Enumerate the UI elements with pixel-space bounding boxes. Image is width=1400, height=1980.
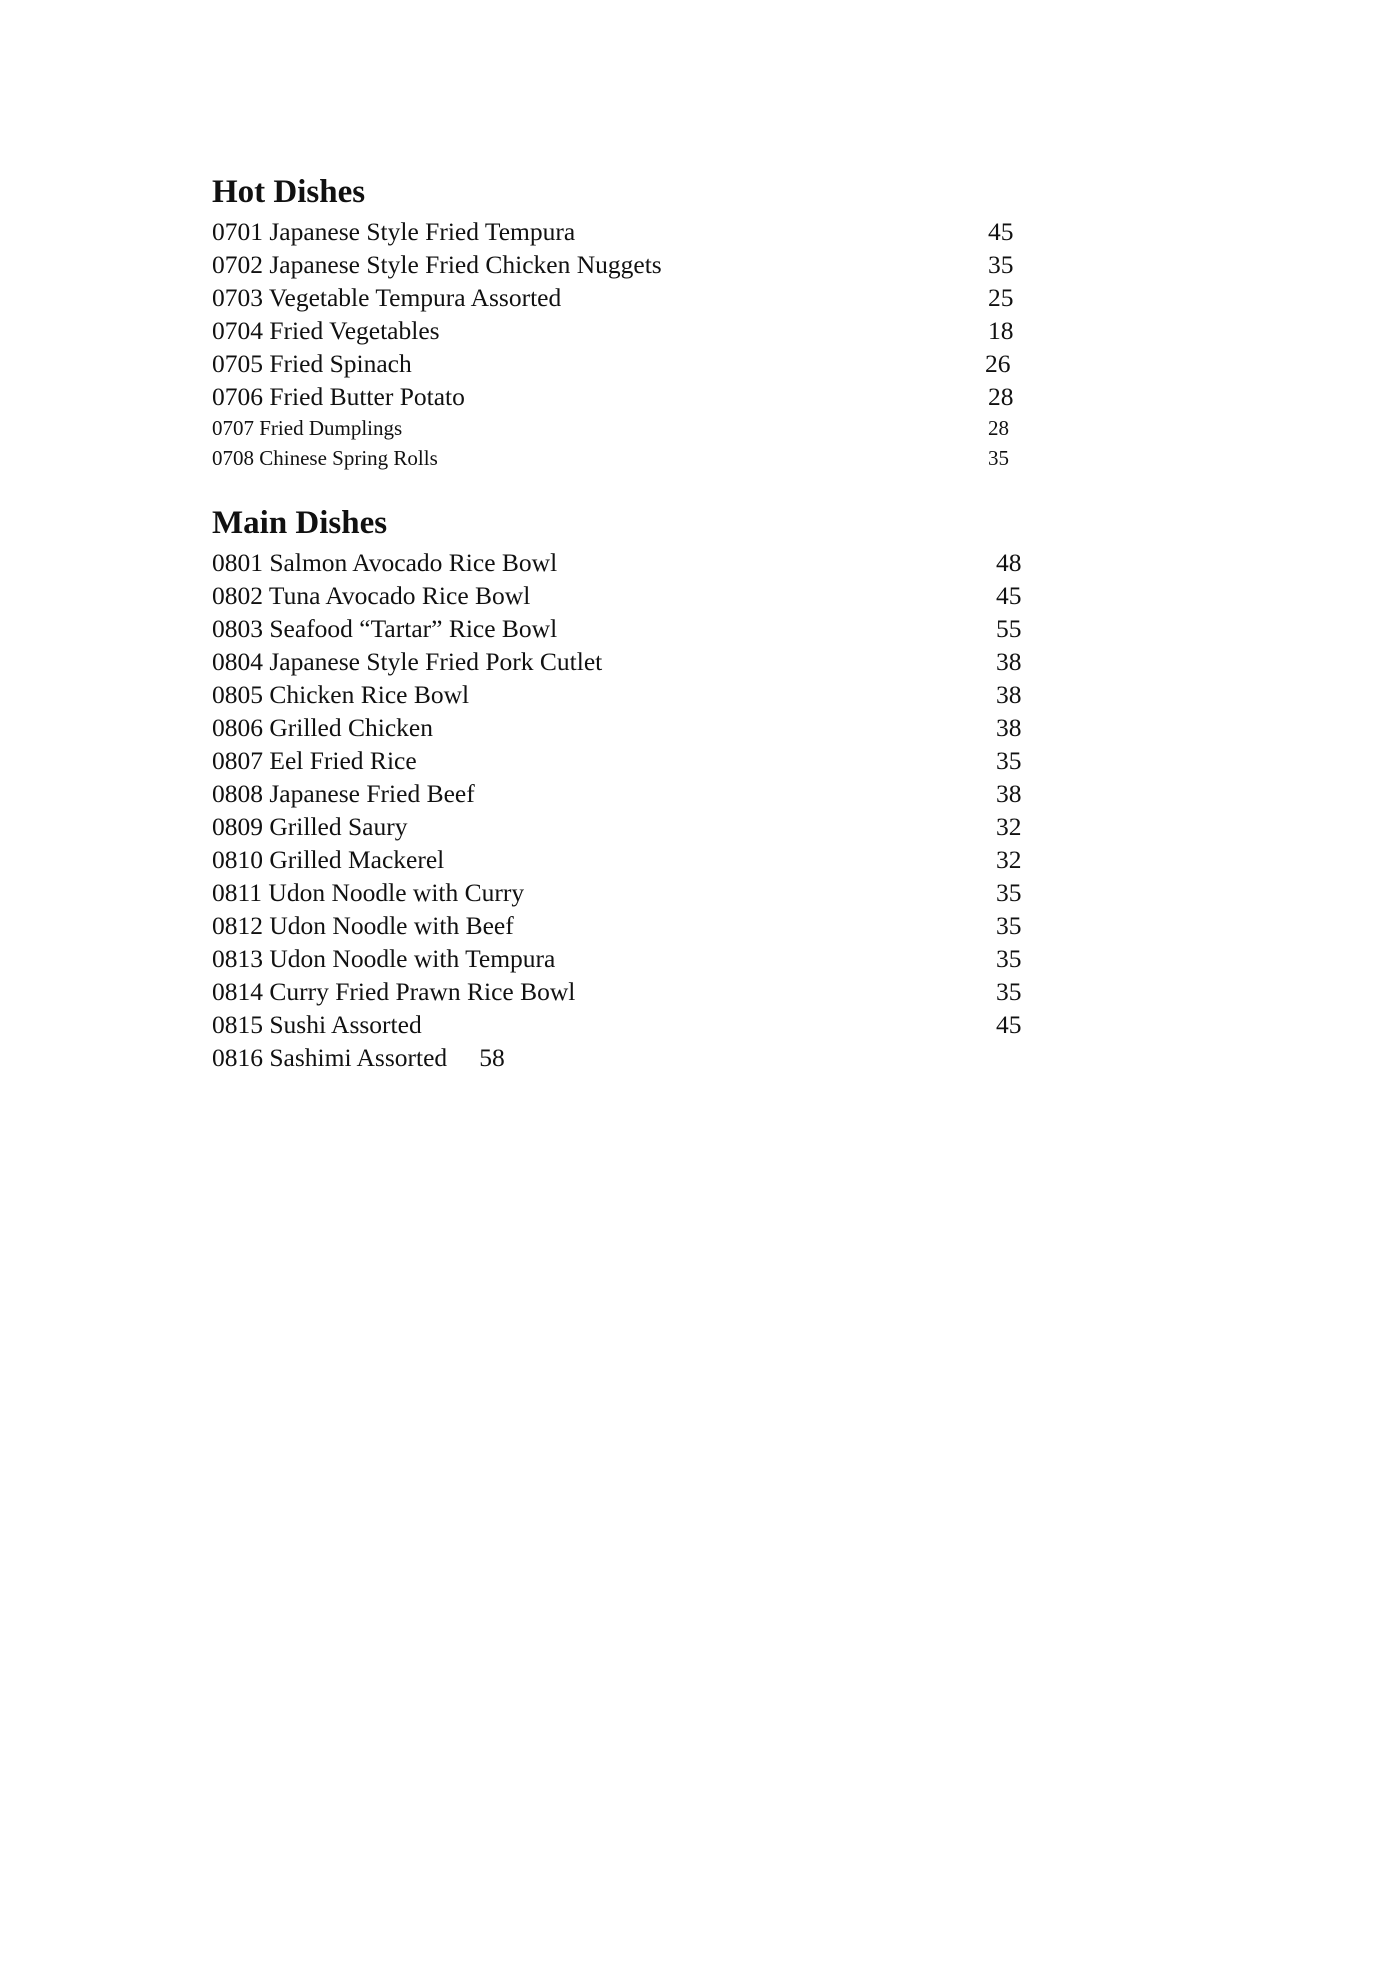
menu-item-0701: 0701 Japanese Style Fried Tempura [212, 217, 576, 246]
menu-price-0809: 32 [996, 812, 1022, 841]
menu-item-0804: 0804 Japanese Style Fried Pork Cutlet [212, 647, 603, 676]
menu-price-0805: 38 [996, 680, 1022, 709]
menu-item-0705: 0705 Fried Spinach [212, 349, 412, 378]
menu-item-0806: 0806 Grilled Chicken [212, 713, 433, 742]
menu-price-0801: 48 [996, 548, 1022, 577]
section-title-hot-dishes: Hot Dishes [212, 174, 366, 210]
menu-price-0812: 35 [996, 911, 1022, 940]
menu-price-0804: 38 [996, 647, 1022, 676]
menu-item-0708: 0708 Chinese Spring Rolls [212, 446, 438, 470]
menu-price-0803: 55 [996, 614, 1022, 643]
menu-item-0803: 0803 Seafood “Tartar” Rice Bowl [212, 614, 558, 643]
menu-price-0704: 18 [988, 316, 1014, 345]
menu-price-0806: 38 [996, 713, 1022, 742]
menu-price-0701: 45 [988, 217, 1014, 246]
menu-price-0703: 25 [988, 283, 1014, 312]
menu-item-0703: 0703 Vegetable Tempura Assorted [212, 283, 562, 312]
menu-price-0808: 38 [996, 779, 1022, 808]
menu-price-0706: 28 [988, 382, 1014, 411]
menu-price-0705: 26 [985, 349, 1011, 378]
menu-item-0816 [212, 1045, 505, 1071]
menu-item-0702: 0702 Japanese Style Fried Chicken Nuggets [212, 250, 662, 279]
menu-price-0807: 35 [996, 746, 1022, 775]
menu-item-0813: 0813 Udon Noodle with Tempura [212, 944, 556, 973]
menu-price-0708: 35 [988, 446, 1009, 470]
menu-item-0805: 0805 Chicken Rice Bowl [212, 680, 470, 709]
menu-item-0814: 0814 Curry Fried Prawn Rice Bowl [212, 977, 576, 1006]
menu-item-0704: 0704 Fried Vegetables [212, 316, 440, 345]
menu-item-0812: 0812 Udon Noodle with Beef [212, 911, 514, 940]
menu-item-0810: 0810 Grilled Mackerel [212, 845, 445, 874]
menu-price-0814: 35 [996, 977, 1022, 1006]
menu-price-0815: 45 [996, 1010, 1022, 1039]
menu-item-0802: 0802 Tuna Avocado Rice Bowl [212, 581, 531, 610]
menu-price-0802: 45 [996, 581, 1022, 610]
menu-price-0813: 35 [996, 944, 1022, 973]
menu-item-0707: 0707 Fried Dumplings [212, 416, 403, 440]
menu-price-0702: 35 [988, 250, 1014, 279]
menu-item-0816-name: 0816 Sashimi Assorted [212, 1043, 448, 1072]
menu-item-0807: 0807 Eel Fried Rice [212, 746, 417, 775]
menu-item-0706: 0706 Fried Butter Potato [212, 382, 465, 411]
menu-price-0811: 35 [996, 878, 1022, 907]
menu-item-0808: 0808 Japanese Fried Beef [212, 779, 475, 808]
menu-item-0801: 0801 Salmon Avocado Rice Bowl [212, 548, 558, 577]
menu-price-0810: 32 [996, 845, 1022, 874]
menu-price-0707: 28 [988, 416, 1009, 440]
section-title-main-dishes: Main Dishes [212, 505, 388, 541]
menu-item-0809: 0809 Grilled Saury [212, 812, 408, 841]
menu-price-0816: 58 [479, 1043, 505, 1072]
menu-item-0815: 0815 Sushi Assorted [212, 1010, 422, 1039]
menu-item-0811: 0811 Udon Noodle with Curry [212, 878, 525, 907]
